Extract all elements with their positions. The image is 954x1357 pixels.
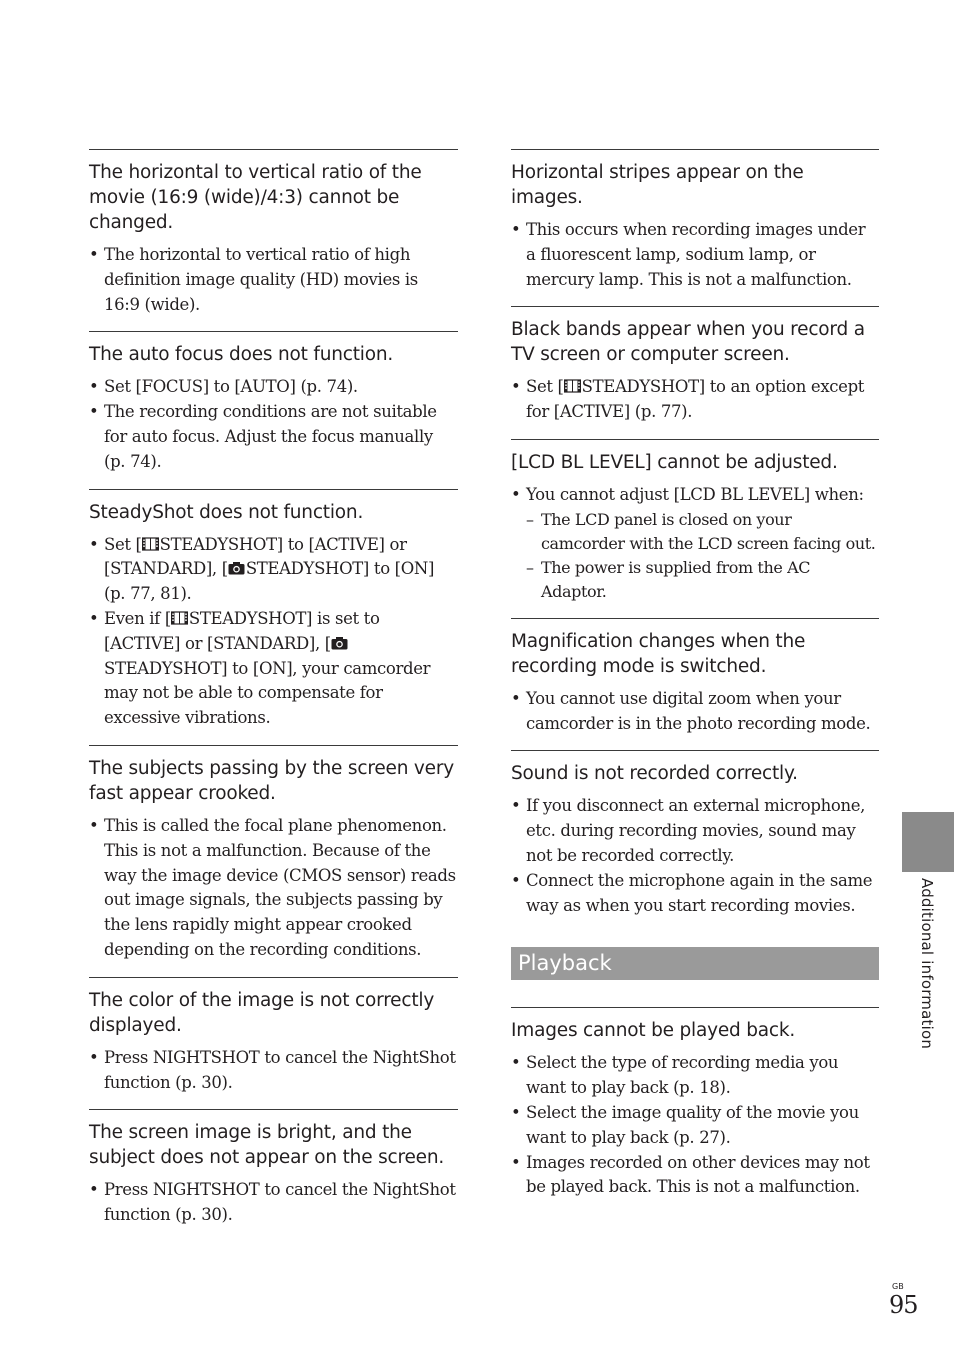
- text-run: Set [: [526, 377, 564, 397]
- bullet-item: • Press NIGHTSHOT to cancel the NightShot function (p. 30).: [89, 1046, 458, 1096]
- text-run: STEADYSHOT] to [ACTIVE] or [STANDARD], [: [104, 534, 407, 579]
- item-heading: Images cannot be played back.: [511, 1020, 796, 1042]
- item-heading: The color of the image is not correctly displayed.: [89, 989, 435, 1036]
- troubleshoot-item-black-bands: [511, 306, 879, 439]
- bullet-list: [511, 794, 879, 918]
- text-run: STEADYSHOT] to [ON], your camcorder may not be able to compensate for excessive vibrations.: [104, 658, 431, 728]
- item-heading: Sound is not recorded correctly.: [511, 763, 798, 785]
- bullet-item: [511, 375, 879, 425]
- bullet-list: [89, 375, 458, 474]
- bullet-list: [89, 533, 458, 731]
- bullet-list: [89, 243, 458, 317]
- bullet-item: • Select the type of recording media you want to play back (p. 18).: [511, 1051, 879, 1101]
- camera-mode-icon: [331, 636, 348, 650]
- troubleshoot-item-aspect-ratio: [89, 149, 458, 331]
- bullet-list: [511, 687, 879, 737]
- bullet-item: • Set [FOCUS] to [AUTO] (p. 74).: [89, 375, 458, 400]
- bullet-item: • If you disconnect an external microphone, etc. during recording movies, sound may not be recorded correctly.: [511, 794, 879, 868]
- item-heading: Horizontal stripes appear on the images.: [511, 162, 804, 208]
- side-tab-label: Additional information: [918, 878, 936, 1050]
- text-run: STEADYSHOT] to [ON] (p. 77, 81).: [104, 559, 435, 604]
- page-footer: [889, 1282, 929, 1318]
- bullet-item: [89, 607, 458, 731]
- bullet-item: • Select the image quality of the movie you want to play back (p. 27).: [511, 1101, 879, 1151]
- bullet-item: • Press NIGHTSHOT to cancel the NightShot function (p. 30).: [89, 1178, 458, 1228]
- bullet-item: [511, 483, 879, 604]
- bullet-item: • Connect the microphone again in the same way as when you start recording movies.: [511, 869, 879, 919]
- troubleshoot-item-steadyshot: [89, 489, 458, 745]
- dash-item: – The LCD panel is closed on your camcorder with the LCD screen facing out.: [526, 508, 879, 556]
- troubleshoot-item-lcd-bl-level: [511, 439, 879, 618]
- troubleshoot-item-focal-plane: [89, 745, 458, 977]
- bullet-list: [511, 1051, 879, 1200]
- troubleshoot-item-auto-focus: [89, 331, 458, 488]
- troubleshoot-item-playback: [511, 1007, 879, 1214]
- troubleshoot-item-color: [89, 977, 458, 1110]
- item-heading: Black bands appear when you record a TV screen or computer screen.: [511, 319, 865, 366]
- item-heading: The screen image is bright, and the subject does not appear on the screen.: [89, 1122, 445, 1169]
- dash-list: [526, 508, 879, 604]
- troubleshoot-item-sound: [511, 750, 879, 932]
- text-run: STEADYSHOT] to an option except for [ACTIVE] (p. 77).: [526, 377, 865, 422]
- troubleshoot-item-magnification: [511, 618, 879, 751]
- text-run: Set [: [104, 534, 142, 554]
- text-run: You cannot adjust [LCD BL LEVEL] when:: [526, 484, 864, 504]
- bullet-item: • The horizontal to vertical ratio of high definition image quality (HD) movies is 16:9 (wide).: [89, 243, 458, 317]
- item-heading: The horizontal to vertical ratio of the movie (16:9 (wide)/4:3) cannot be changed.: [89, 162, 422, 233]
- item-heading: [LCD BL LEVEL] cannot be adjusted.: [511, 451, 838, 473]
- troubleshoot-item-bright-screen: [89, 1109, 458, 1242]
- dash-item: – The power is supplied from the AC Adaptor.: [526, 556, 879, 604]
- page-region-code: GB: [892, 1282, 904, 1291]
- bullet-list: [511, 218, 879, 292]
- bullet-list: [89, 1046, 458, 1096]
- item-heading: The subjects passing by the screen very fast appear crooked.: [89, 757, 454, 804]
- item-heading: SteadyShot does not function.: [89, 501, 364, 523]
- movie-mode-icon: [171, 611, 188, 625]
- bullet-item: • This occurs when recording images under a fluorescent lamp, sodium lamp, or mercury lamp. This is not a malfunction.: [511, 218, 879, 292]
- bullet-list: [89, 814, 458, 963]
- movie-mode-icon: [564, 379, 581, 393]
- bullet-list: [511, 375, 879, 425]
- bullet-item: [89, 533, 458, 607]
- page-number: 95: [889, 1291, 918, 1319]
- bullet-list: [511, 483, 879, 604]
- item-heading: Magnification changes when the recording mode is switched.: [511, 630, 806, 677]
- troubleshoot-item-stripes: [511, 149, 879, 306]
- text-run: STEADYSHOT] is set to [ACTIVE] or [STANDARD], [: [104, 608, 380, 653]
- bullet-item: • The recording conditions are not suitable for auto focus. Adjust the focus manually (p. 74).: [89, 400, 458, 474]
- category-bar-playback: Playback: [511, 947, 879, 980]
- right-column: [511, 149, 879, 1214]
- item-heading: The auto focus does not function.: [89, 344, 394, 366]
- bullet-item: • Images recorded on other devices may not be played back. This is not a malfunction.: [511, 1151, 879, 1201]
- text-run: Even if [: [104, 608, 171, 628]
- left-column: [89, 149, 458, 1242]
- camera-mode-icon: [228, 561, 245, 575]
- bullet-item: • You cannot use digital zoom when your camcorder is in the photo recording mode.: [511, 687, 879, 737]
- movie-mode-icon: [142, 537, 159, 551]
- bullet-list: [89, 1178, 458, 1228]
- bullet-item: • This is called the focal plane phenomenon. This is not a malfunction. Because of the way the image device (CMOS sensor) reads out image signals, the subjects passing by the lens rapidly might appear crooked depending on the recording conditions.: [89, 814, 458, 963]
- section-side-tab: [902, 812, 954, 872]
